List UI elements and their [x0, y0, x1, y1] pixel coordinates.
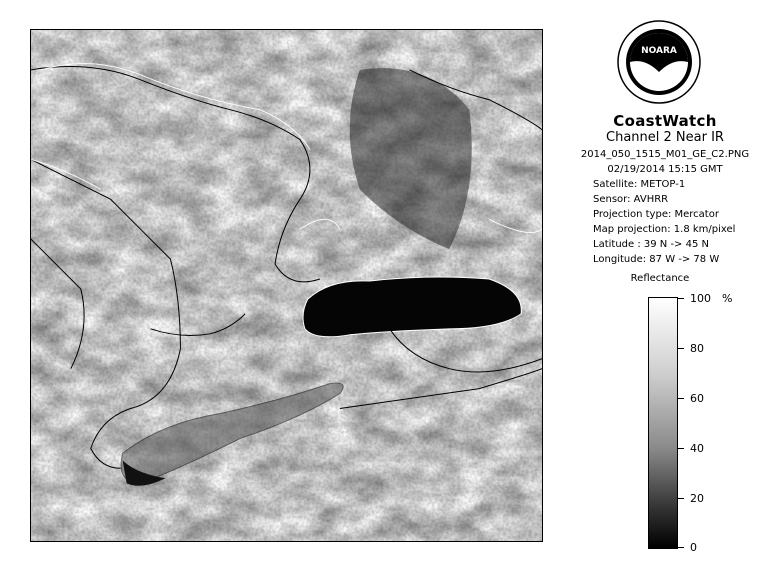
sensor: Sensor: AVHRR — [593, 194, 669, 205]
legend-tick — [678, 448, 684, 449]
brand-title: CoastWatch — [613, 112, 717, 130]
legend-tick-label: 20 — [690, 492, 704, 505]
legend-tick-label: 100 — [690, 292, 711, 305]
legend-title: Reflectance — [630, 273, 690, 284]
legend-tick — [678, 348, 684, 349]
channel-label: Channel 2 Near IR — [606, 130, 724, 145]
legend-tick — [678, 298, 684, 299]
filename: 2014_050_1515_M01_GE_C2.PNG — [580, 149, 750, 160]
legend-unit: % — [722, 292, 733, 305]
noaa-logo — [617, 20, 701, 104]
noaa-logo-text: NOARA — [641, 46, 677, 56]
longitude-range: Longitude: 87 W -> 78 W — [593, 254, 720, 265]
product-info — [560, 112, 770, 267]
latitude-range: Latitude : 39 N -> 45 N — [593, 239, 709, 250]
projection-type: Projection type: Mercator — [593, 209, 719, 220]
datetime: 02/19/2014 15:15 GMT — [607, 164, 723, 175]
satellite-image — [30, 29, 543, 542]
legend-tick — [678, 398, 684, 399]
legend-tick-label: 0 — [690, 541, 697, 554]
metadata-block — [560, 147, 770, 267]
legend-tick-label: 40 — [690, 442, 704, 455]
satellite-image-svg — [31, 30, 542, 541]
legend-tick-label: 80 — [690, 342, 704, 355]
legend-tick — [678, 498, 684, 499]
reflectance-colorbar — [648, 297, 678, 549]
map-projection: Map projection: 1.8 km/pixel — [593, 224, 736, 235]
satellite: Satellite: METOP-1 — [593, 179, 686, 190]
legend-tick — [678, 547, 684, 548]
legend-tick-label: 60 — [690, 392, 704, 405]
